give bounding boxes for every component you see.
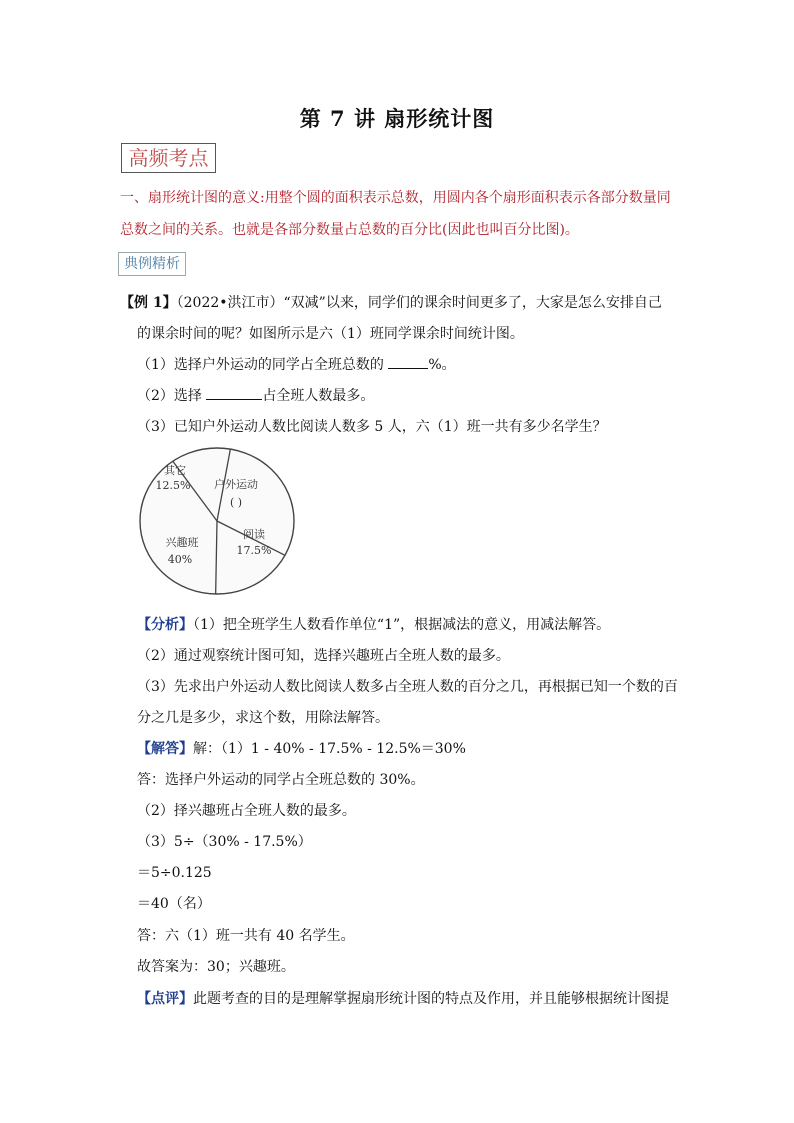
question-2	[137, 385, 374, 405]
example-bracket: 【例 1】	[120, 295, 177, 311]
slice-value-reading: 17.5%	[236, 544, 272, 557]
question-1	[137, 354, 456, 374]
example-text-1: （2022•洪江市）“双减”以来，同学们的课余时间更多了，大家是怎么安排自己	[176, 295, 662, 311]
answer-line-7: 答：六（1）班一共有 40 名学生。	[137, 928, 355, 944]
answer-line-2: 答：选择户外运动的同学占全班总数的 30%。	[137, 772, 425, 788]
question-3: （3）已知户外运动人数比阅读人数多 5 人，六（1）班一共有多少名学生？	[137, 419, 607, 435]
slice-label-other: 其它	[164, 464, 186, 477]
analysis-line-3: （3）先求出户外运动人数比阅读人数多占全班人数的百分之几，再根据已知一个数的百	[137, 679, 678, 695]
answer-line-4: （3）5÷（30% - 17.5%）	[137, 834, 312, 850]
page-title: 第 7 讲 扇形统计图	[299, 106, 495, 131]
question-1-suffix: %。	[428, 357, 456, 373]
analysis-line-1	[137, 614, 610, 634]
question-2-text: （2）选择	[137, 388, 207, 404]
comment-bracket: 【点评】	[137, 991, 193, 1007]
question-1-blank	[388, 354, 428, 369]
analysis-text-1: （1）把全班学生人数看作单位“1”，根据减法的意义，用减法解答。	[193, 617, 611, 633]
comment-line-1	[137, 988, 669, 1008]
analysis-bracket: 【分析】	[137, 617, 193, 633]
slice-label-reading: 阅读	[243, 528, 265, 541]
definition-line-1: 一、扇形统计图的意义:用整个圆的面积表示总数，用圆内各个扇形面积表示各部分数量同	[120, 190, 671, 206]
slice-value-interest: 40%	[167, 553, 193, 566]
question-2-blank	[206, 385, 262, 400]
answer-line-1	[137, 738, 466, 758]
pie-chart	[138, 446, 296, 596]
answer-text-1: 解：（1）1 - 40% - 17.5% - 12.5%＝30%	[193, 741, 466, 757]
analysis-line-2: （2）通过观察统计图可知，选择兴趣班占全班人数的最多。	[137, 648, 510, 664]
answer-line-5: ＝5÷0.125	[137, 865, 212, 881]
answer-line-6: ＝40（名）	[137, 896, 211, 912]
slice-label-outdoor: 户外运动	[214, 478, 258, 491]
slice-value-other: 12.5%	[155, 479, 191, 492]
comment-text-1: 此题考查的目的是理解掌握扇形统计图的特点及作用，并且能够根据统计图提	[193, 991, 669, 1007]
section-tag-example: 典例精析	[118, 252, 186, 276]
example-line-2: 的课余时间的呢？如图所示是六（1）班同学课余时间统计图。	[137, 326, 524, 342]
question-2-suffix: 占全班人数最多。	[262, 388, 375, 404]
question-1-text: （1）选择户外运动的同学占全班总数的	[137, 357, 389, 373]
answer-line-8: 故答案为：30；兴趣班。	[137, 959, 295, 975]
answer-bracket: 【解答】	[137, 741, 193, 757]
slice-value-outdoor: ( )	[229, 496, 243, 509]
answer-line-3: （2）择兴趣班占全班人数的最多。	[137, 803, 356, 819]
definition-line-2: 总数之间的关系。也就是各部分数量占总数的百分比(因此也叫百分比图)。	[120, 222, 579, 238]
slice-label-interest: 兴趣班	[165, 536, 199, 549]
analysis-line-4: 分之几是多少，求这个数，用除法解答。	[137, 710, 389, 726]
example-line-1	[120, 292, 662, 312]
section-tag-high-frequency: 高频考点	[121, 143, 216, 173]
